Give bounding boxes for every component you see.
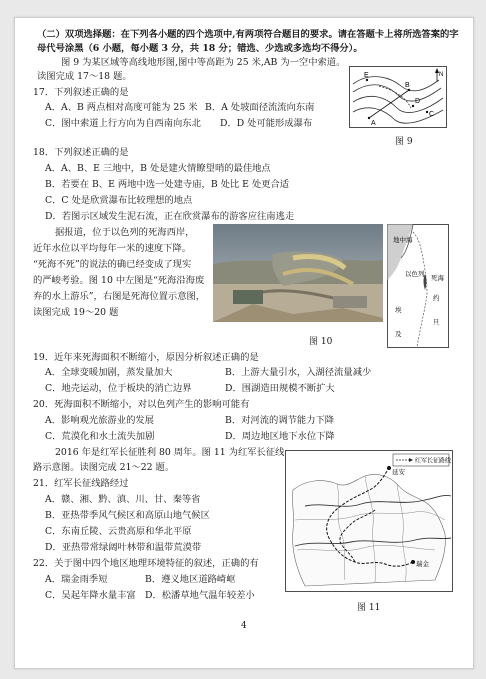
figure-10-abandoned-waterpark-photo <box>213 224 383 322</box>
q19-option-d: D．围湖造田规模不断扩大 <box>225 383 335 394</box>
fig10-intro-line2: 近年水位以平均每年一米的速度下降。 <box>33 243 192 254</box>
fig9-label-b: B <box>405 82 410 89</box>
q20-stem: 20．死海面积不断缩小，对以色列产生的影响可能有 <box>33 399 250 410</box>
page-number: 4 <box>241 621 247 631</box>
figure-10-dead-sea-location-map <box>387 224 449 348</box>
fig11-label-ruijin: 瑞金 <box>416 560 429 568</box>
fig10-intro-line1: 据报道，位于以色列的死海西岸， <box>55 227 195 238</box>
fig9-label-north: N <box>439 72 444 78</box>
q17-option-d: D．D 处可能形成瀑布 <box>220 118 313 129</box>
q20-option-d: D．周边地区地下水位下降 <box>225 431 335 442</box>
q18-stem: 18．下列叙述正确的是 <box>33 147 129 158</box>
fig9-label-c: C <box>429 111 435 118</box>
fig9-intro-line2: 读图完成 17～18 题。 <box>37 71 132 82</box>
q19-option-c: C．地壳运动，位于板块的消亡边界 <box>45 383 192 394</box>
fig11-label-yanan: 延安 <box>392 468 405 476</box>
fig11-intro-line1: 2016 年是红军长征胜利 80 周年。图 11 为红军长征线 <box>55 447 285 458</box>
fig11-intro-line2: 路示意图。读图完成 21～22 题。 <box>33 462 175 473</box>
fig10-label-deadsea: 死海 <box>431 274 444 282</box>
q20-option-c: C．荒漠化和水土流失加剧 <box>45 431 155 442</box>
q18-option-c: C．C 处是欣赏瀑布比较理想的地点 <box>45 195 193 206</box>
section-header-line2: 母代号涂黑（6 小题，每小题 3 分，共 18 分；错选、少选或多选均不得分）。 <box>37 43 363 54</box>
figure-10-caption: 图 10 <box>309 337 333 347</box>
ruijin-marker <box>411 560 415 564</box>
fig10-label-jordan1: 约 <box>433 294 440 302</box>
q21-option-c: C．东南丘陵、云贵高原和华北平原 <box>45 526 192 537</box>
fig9-label-e: E <box>364 72 369 79</box>
q19-option-b: B．上游大量引水，入湖径流量减少 <box>225 367 372 378</box>
figure-9-contour-map <box>349 66 447 128</box>
fig10-intro-line4: 的严峻考验。图 10 中左图是“死海沿海废 <box>33 275 205 286</box>
q20-option-b: B．对河流的调节能力下降 <box>225 415 335 426</box>
q22-option-c: C．吴起年降水量丰富 <box>45 590 136 601</box>
q19-stem: 19．近年来死海面积不断缩小，原因分析叙述正确的是 <box>33 352 259 363</box>
figure-9-caption: 图 9 <box>395 137 413 147</box>
q22-option-b: B．遵义地区道路崎岖 <box>145 574 236 585</box>
fig11-legend: 红军长征路线 <box>415 457 452 465</box>
fig10-intro-line3: “死海不死”的说法的确已经变成了现实 <box>33 259 192 270</box>
q21-stem: 21．红军长征线路经过 <box>33 478 129 489</box>
fig9-label-d: D <box>415 98 421 105</box>
yanan-marker <box>387 466 391 470</box>
q18-option-a: A．A、B、E 三地中，B 处是建火情瞭望哨的最佳地点 <box>45 163 271 174</box>
section-header-line1: （二）双项选择题：在下列各小题的四个选项中,有两项符合题目的要求。请在答题卡上将所选答案的字 <box>37 29 459 40</box>
q20-option-a: A．影响观光旅游业的发展 <box>45 415 154 426</box>
fig10-intro-line5: 弃的水上游乐”，右图是死海位置示意图， <box>33 291 206 302</box>
fig10-label-egypt2: 及 <box>395 330 402 338</box>
q18-option-d: D．若图示区域发生泥石流，正在欣赏瀑布的游客应往南逃走 <box>45 211 295 222</box>
q17-stem: 17．下列叙述正确的是 <box>33 87 129 98</box>
q22-option-a: A．瑞金雨季短 <box>45 574 108 585</box>
q22-stem: 22．关于图中四个地区地理环境特征的叙述，正确的有 <box>33 558 259 569</box>
fig10-label-israel: 以色列 <box>405 270 425 278</box>
q21-option-d: D．亚热带常绿阔叶林带和温带荒漠带 <box>45 542 202 553</box>
fig10-intro-line6: 读图完成 19～20 题 <box>33 307 119 318</box>
fig10-label-jordan2: 旦 <box>433 318 440 326</box>
fig10-label-egypt1: 埃 <box>395 306 402 314</box>
q17-option-c: C．图中索道上行方向为自西南向东北 <box>45 118 201 129</box>
q21-option-b: B．亚热带季风气候区和高原山地气候区 <box>45 510 210 521</box>
q22-option-d: D．松潘草地气温年较差小 <box>145 590 255 601</box>
exam-page <box>14 17 474 669</box>
fig9-label-a: A <box>371 120 376 127</box>
q17-option-a: A．A、B 两点相对高度可能为 25 米 <box>45 102 198 113</box>
q18-option-b: B．若要在 B、E 两地中选一处建寺庙，B 处比 E 处更合适 <box>45 179 290 190</box>
figure-11-caption: 图 11 <box>357 603 381 613</box>
fig9-intro-line1: 图 9 为某区域等高线地形图,图中等高距为 25 米,AB 为一空中索道。 <box>61 57 346 68</box>
fig10-label-mediterranean: 地中海 <box>393 236 413 244</box>
q19-option-a: A．全球变暖加剧，蒸发量加大 <box>45 367 173 378</box>
figure-11-long-march-route-map <box>285 450 453 592</box>
q21-option-a: A．赣、湘、黔、滇、川、甘、秦等省 <box>45 494 201 505</box>
q17-option-b: B．A 处坡面径流流向东南 <box>205 102 315 113</box>
